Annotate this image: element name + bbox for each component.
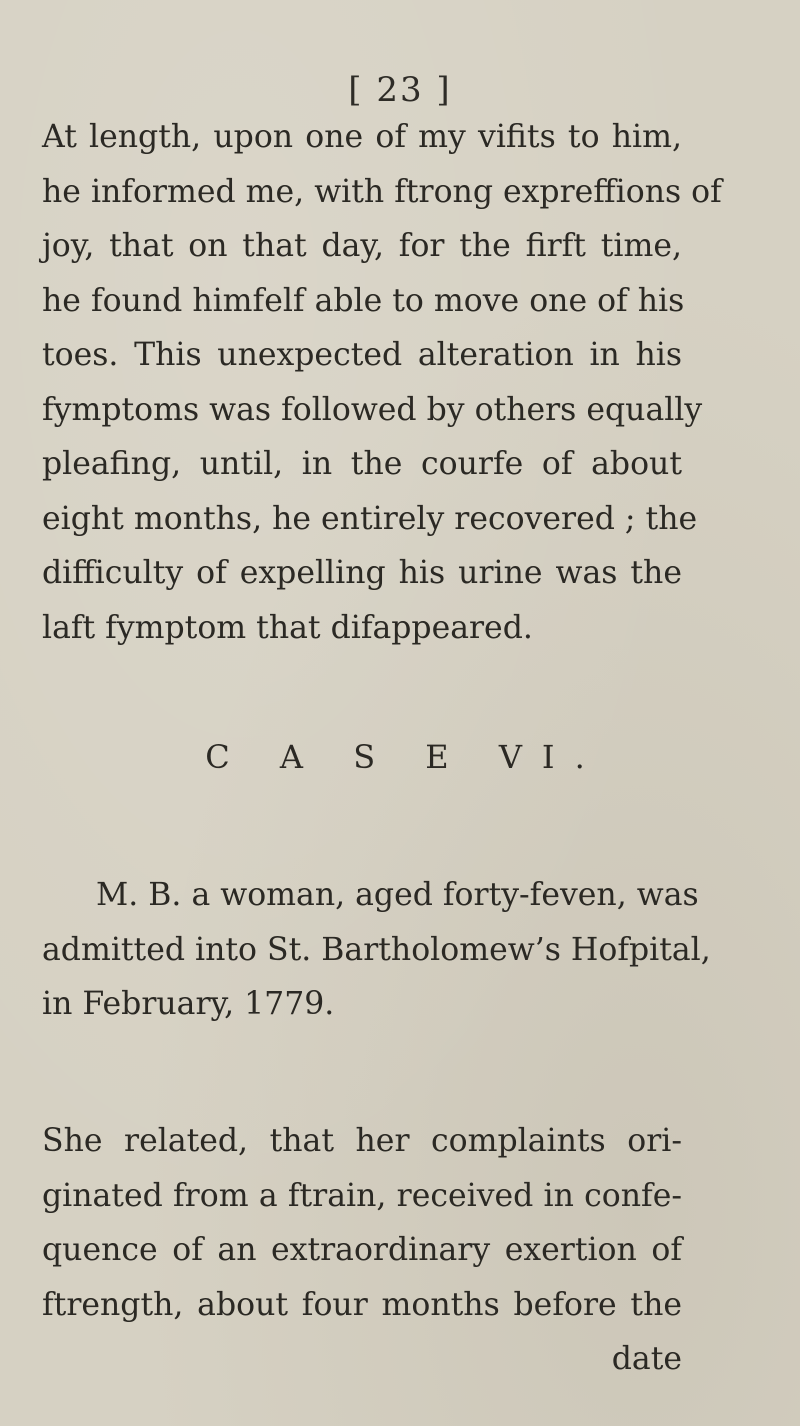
text-line: admitted into St. Bartholomew’s Hofpital, — [42, 931, 711, 968]
paragraph-continued — [42, 110, 722, 655]
text-line: At length, upon one of my vifits to him, — [42, 119, 682, 155]
case-heading: C A S E VI. — [205, 738, 605, 776]
catchword: date — [611, 1341, 682, 1377]
text-line: he found himfelf able to move one of his — [42, 282, 685, 319]
text-line: pleafing, until, in the courfe of about — [42, 446, 682, 482]
text-line: in February, 1779. — [42, 986, 335, 1022]
text-line: laft fymptom that difappeared. — [42, 609, 533, 646]
text-line: She related, that her complaints ori- — [42, 1123, 682, 1159]
paragraph-case-history — [42, 1114, 682, 1387]
text-line: toes. This unexpected alteration in his — [42, 337, 682, 373]
text-line: difficulty of expelling his urine was the — [42, 555, 682, 591]
text-line: he informed me, with ftrong expreffions of — [42, 173, 722, 210]
text-line: eight months, he entirely recovered ; the — [42, 500, 698, 537]
text-line: ftrength, about four months before the — [42, 1286, 682, 1323]
paragraph-case-intro — [42, 868, 711, 1032]
text-line: quence of an extraordinary exertion of — [42, 1232, 682, 1268]
page-number-header: [ 23 ] — [348, 70, 452, 110]
text-line: joy, that on that day, for the firft time, — [42, 228, 682, 264]
text-line: M. B. a woman, aged forty-feven, was — [96, 877, 699, 913]
text-line: fymptoms was followed by others equally — [42, 391, 703, 428]
text-line: ginated from a ftrain, received in confe- — [42, 1177, 682, 1214]
